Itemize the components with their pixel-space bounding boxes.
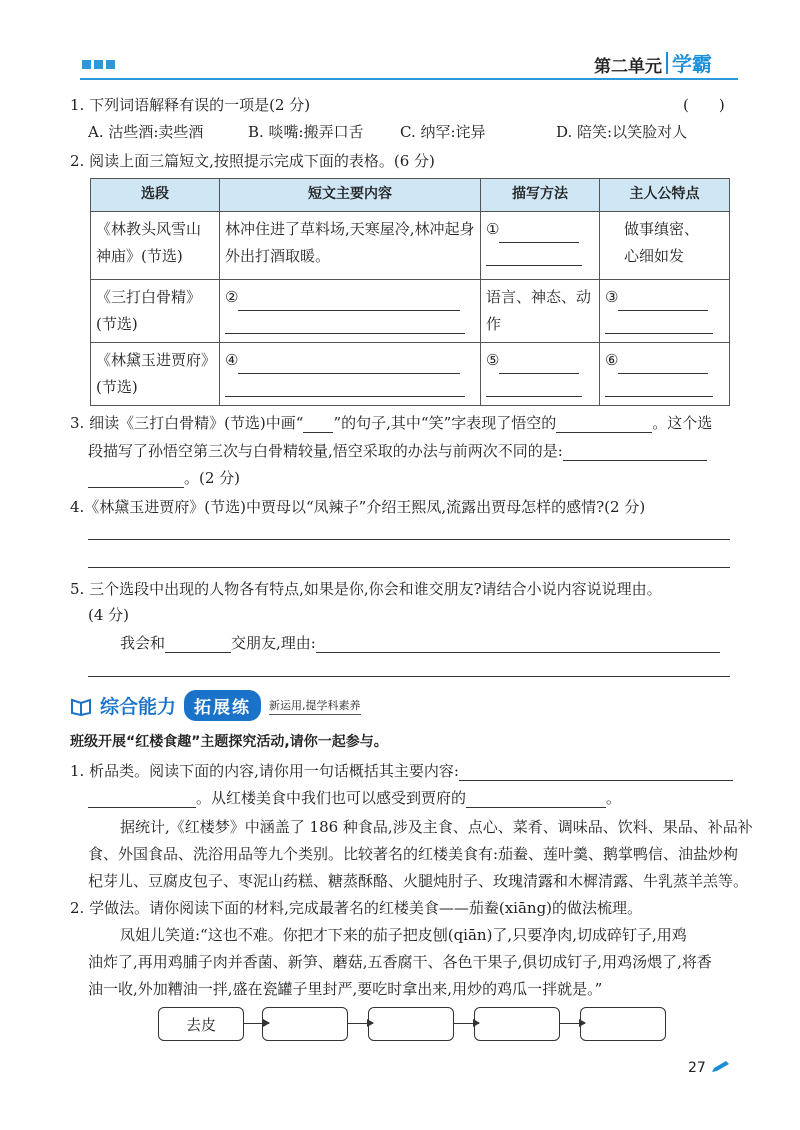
table-header: 描写方法 xyxy=(481,179,600,212)
p1-blank-feeling[interactable] xyxy=(466,807,606,808)
q4-text: 4.《林黛玉进贾府》(节选)中贾母以“凤辣子”介绍王熙凤,流露出贾母怎样的感情?(2 分) xyxy=(70,498,646,516)
flow-step-blank[interactable] xyxy=(262,1007,348,1041)
q1-option-c: C. 纳罕:诧异 xyxy=(400,123,486,141)
p1-passage-line: 食、外国食品、洗浴用品等九个类别。比较著名的红楼美食有:茄鲞、莲叶羹、鹅掌鸭信、油盐炒枸 xyxy=(88,845,739,863)
q5-text-b: 交朋友,理由: xyxy=(231,634,316,652)
section-heading xyxy=(70,690,361,721)
q5-answer-line-2[interactable] xyxy=(88,676,730,677)
q3-line3 xyxy=(88,467,240,488)
section-badge: 拓展练 xyxy=(184,690,261,721)
table-cell-content[interactable] xyxy=(220,343,481,406)
q3-blank-1[interactable] xyxy=(556,432,652,433)
p2-text: 2. 学做法。请你阅读下面的材料,完成最著名的红楼美食——茄鲞(xiāng)的做法梳理。 xyxy=(70,899,643,917)
p2-passage-line: 凤姐儿笑道:“这也不难。你把才下来的茄子把皮刨(qiān)了,只要净肉,切成碎钉子,用鸡 xyxy=(120,926,687,944)
q3-line2 xyxy=(88,440,707,461)
section-title: 综合能力 xyxy=(100,696,177,718)
blank-marker: ⑥ xyxy=(605,351,619,369)
brand-divider xyxy=(666,52,668,74)
brand-logo: 学霸 xyxy=(672,52,712,76)
flow-step-first: 去皮 xyxy=(158,1007,244,1041)
q3-text-b: ”的句子,其中“笑”字表现了悟空的 xyxy=(333,414,557,432)
q3-line1 xyxy=(70,412,712,433)
table-row xyxy=(91,280,730,343)
table-cell-trait[interactable] xyxy=(600,343,730,406)
p2-passage-line: 油一收,外加糟油一拌,盛在瓷罐子里封严,要吃时拿出来,用炒的鸡瓜一拌就是。” xyxy=(88,980,603,998)
table-cell-content: 林冲住进了草料场,天寒屋冷,林冲起身外出打酒取暖。 xyxy=(220,212,481,280)
p1-passage-line: 杞芽儿、豆腐皮包子、枣泥山药糕、糖蒸酥酪、火腿炖肘子、玫瑰清露和木樨清露、牛乳蒸羊羔等。 xyxy=(88,872,749,890)
q3-text-a: 3. 细读《三打白骨精》(节选)中画“ xyxy=(70,414,304,432)
blank-marker: ① xyxy=(486,220,500,238)
pencil-icon xyxy=(710,1060,732,1074)
page-number: 27 xyxy=(688,1060,706,1076)
p1-passage-line: 据统计,《红楼梦》中涵盖了 186 种食品,涉及主食、点心、菜肴、调味品、饮料、果品、补品补 xyxy=(120,818,753,836)
q4-answer-line-1[interactable] xyxy=(88,539,730,540)
q4-answer-line-2[interactable] xyxy=(88,567,730,568)
q3-text-c: 。这个选 xyxy=(652,414,713,432)
p2-passage-line: 油炸了,再用鸡脯子肉并香菌、新笋、蘑菇,五香腐干、各色干果子,俱切成钉子,用鸡汤煨了,将香 xyxy=(88,953,712,971)
flow-step-blank[interactable] xyxy=(368,1007,454,1041)
table-header: 主人公特点 xyxy=(600,179,730,212)
activity-intro: 班级开展“红楼食趣”主题探究活动,请你一起参与。 xyxy=(70,734,388,750)
flow-step-blank[interactable] xyxy=(474,1007,560,1041)
blank-marker: ④ xyxy=(225,351,239,369)
p1-text-c: 。 xyxy=(606,789,622,807)
q2-table xyxy=(90,178,730,406)
q3-blank-2[interactable] xyxy=(563,460,707,461)
p1-blank-summary-cont[interactable] xyxy=(88,807,196,808)
table-cell-section: 《三打白骨精》(节选) xyxy=(91,280,220,343)
q5-text-a: 我会和 xyxy=(120,634,166,652)
q5-text: 5. 三个选段中出现的人物各有特点,如果是你,你会和谁交朋友?请结合小说内容说说理由。 xyxy=(70,580,662,598)
p1-text-a: 1. 析品类。阅读下面的内容,请你用一句话概括其主要内容: xyxy=(70,762,459,780)
table-cell-content[interactable] xyxy=(220,280,481,343)
flow-step-blank[interactable] xyxy=(580,1007,666,1041)
blank-marker: ⑤ xyxy=(486,351,500,369)
table-cell-trait[interactable] xyxy=(600,280,730,343)
table-row xyxy=(91,343,730,406)
table-header-row xyxy=(91,179,730,212)
table-header: 短文主要内容 xyxy=(220,179,481,212)
unit-label: 第二单元 xyxy=(594,57,662,77)
q3-text-d: 段描写了孙悟空第三次与白骨精较量,悟空采取的办法与前两次不同的是: xyxy=(88,442,563,460)
header-rule xyxy=(80,78,738,80)
q5-score: (4 分) xyxy=(88,606,130,624)
q3-blank-mark[interactable] xyxy=(303,432,333,433)
q1-answer-paren[interactable]: ( ) xyxy=(683,96,725,114)
table-cell-trait: 做事缜密、心细如发 xyxy=(600,212,730,280)
q3-text-e: 。(2 分) xyxy=(184,469,241,487)
p1-text-b: 。从红楼美食中我们也可以感受到贾府的 xyxy=(196,789,467,807)
table-row xyxy=(91,212,730,280)
blank-marker: ② xyxy=(225,288,239,306)
table-cell-section: 《林教头风雪山神庙》(节选) xyxy=(91,212,220,280)
table-header: 选段 xyxy=(91,179,220,212)
section-tag: 新运用,提学科素养 xyxy=(269,697,361,715)
p1-blank-summary[interactable] xyxy=(459,780,733,781)
p1-line2 xyxy=(88,787,621,808)
q1-option-b: B. 啖嘴:搬弄口舌 xyxy=(248,123,364,141)
q2-text: 2. 阅读上面三篇短文,按照提示完成下面的表格。(6 分) xyxy=(70,152,435,170)
q3-blank-2-cont[interactable] xyxy=(88,487,184,488)
table-cell-method[interactable] xyxy=(481,343,600,406)
p1-line1 xyxy=(70,760,733,781)
q1-option-d: D. 陪笑:以笑脸对人 xyxy=(556,123,688,141)
book-icon xyxy=(70,696,92,716)
table-cell-method: 语言、神态、动作 xyxy=(481,280,600,343)
q1-option-a: A. 沽些酒:卖些酒 xyxy=(88,123,204,141)
q5-blank-reason[interactable] xyxy=(316,652,720,653)
table-cell-section: 《林黛玉进贾府》(节选) xyxy=(91,343,220,406)
q5-blank-friend[interactable] xyxy=(165,652,231,653)
q5-answer-line xyxy=(120,632,720,653)
header-decoration xyxy=(82,60,115,69)
table-cell-method[interactable] xyxy=(481,212,600,280)
q1-text: 1. 下列词语解释有误的一项是(2 分) xyxy=(70,96,311,114)
blank-marker: ③ xyxy=(605,288,619,306)
